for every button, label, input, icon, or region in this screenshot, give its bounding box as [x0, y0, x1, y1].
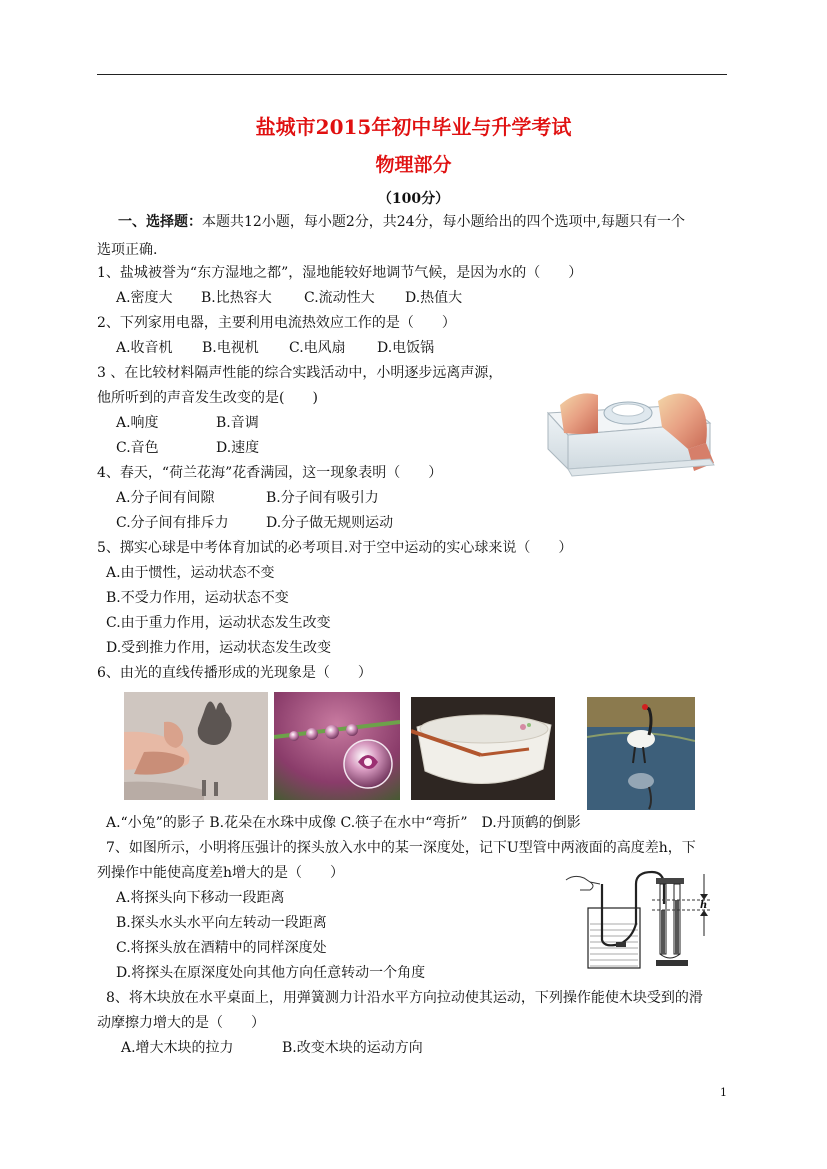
q6-options: A.“小兔”的影子 B.花朵在水珠中成像 C.筷子在水中“弯折” D.丹顶鹤的倒影 — [106, 815, 581, 831]
q3-sound-box-figure — [538, 383, 718, 478]
q5-option-a: A.由于惯性，运动状态不变 — [106, 565, 275, 581]
q1-option-c: C.流动性大 — [304, 290, 375, 306]
q6-photo-crane-reflection — [587, 697, 695, 810]
q8-option-b: B.改变木块的运动方向 — [282, 1040, 423, 1056]
q8-option-a: A.增大木块的拉力 — [121, 1040, 234, 1056]
q2-option-a: A.收音机 — [116, 340, 173, 356]
q4-option-a: A.分子间有间隙 — [116, 490, 215, 506]
q6-photo-flower-droplets — [274, 692, 400, 800]
q8-stem-line2: 动摩擦力增大的是（ ） — [97, 1015, 265, 1031]
q7-pressure-gauge-figure — [560, 864, 726, 974]
page-title: 盐城市2015年初中毕业与升学考试 — [255, 115, 572, 139]
q4-option-d: D.分子做无规则运动 — [266, 515, 394, 531]
q6-photo-chopstick-bowl — [411, 697, 555, 800]
q1-option-a: A.密度大 — [116, 290, 173, 306]
q7-stem-line1: 7、如图所示，小明将压强计的探头放入水中的某一深度处，记下U型管中两液面的高度差h，下 — [106, 840, 696, 856]
q1-option-d: D.热值大 — [405, 290, 463, 306]
q2-stem: 2、下列家用电器，主要利用电流热效应工作的是（ ） — [97, 315, 456, 331]
q7-option-b: B.探头水头水平向左转动一段距离 — [116, 915, 327, 931]
q7-option-a: A.将探头向下移动一段距离 — [116, 890, 285, 906]
q7-stem-line2: 列操作中能使高度差h增大的是（ ） — [97, 865, 345, 881]
q2-option-b: B.电视机 — [202, 340, 259, 356]
q3-stem-line2: 他所听到的声音发生改变的是( ) — [97, 390, 318, 406]
q2-option-d: D.电饭锅 — [377, 340, 435, 356]
h-label: h — [700, 900, 708, 911]
q5-option-c: C.由于重力作用，运动状态发生改变 — [106, 615, 331, 631]
page-number: 1 — [720, 1086, 727, 1099]
q3-option-c: C.音色 — [116, 440, 159, 456]
q4-option-c: C.分子间有排斥力 — [116, 515, 229, 531]
q6-stem: 6、由光的直线传播形成的光现象是（ ） — [97, 665, 372, 681]
page-subtitle: 物理部分 — [375, 154, 452, 176]
header-rule — [97, 74, 727, 75]
q2-option-c: C.电风扇 — [289, 340, 346, 356]
section-heading: 一、选择题： — [118, 214, 202, 230]
section-intro-line1 — [118, 212, 685, 232]
q8-stem-line1: 8、将木块放在水平桌面上，用弹簧测力计沿水平方向拉动使其运动，下列操作能使木块受到的滑 — [106, 990, 703, 1006]
q7-option-d: D.将探头在原深度处向其他方向任意转动一个角度 — [116, 965, 426, 981]
q3-option-a: A.响度 — [116, 415, 159, 431]
section-intro-line2: 选项正确. — [97, 242, 158, 258]
q5-option-d: D.受到推力作用，运动状态发生改变 — [106, 640, 332, 656]
q3-option-b: B.音调 — [216, 415, 259, 431]
q5-stem: 5、掷实心球是中考体育加试的必考项目.对于空中运动的实心球来说（ ） — [97, 540, 573, 556]
q3-option-d: D.速度 — [216, 440, 260, 456]
q6-photo-rabbit-shadow — [124, 692, 268, 800]
total-score: （100分） — [377, 191, 450, 207]
q5-option-b: B.不受力作用，运动状态不变 — [106, 590, 289, 606]
q1-stem: 1、盐城被誉为“东方湿地之都”，湿地能较好地调节气候，是因为水的（ ） — [97, 265, 583, 281]
q4-option-b: B.分子间有吸引力 — [266, 490, 379, 506]
q3-stem-line1: 3 、在比较材料隔声性能的综合实践活动中，小明逐步远离声源， — [97, 365, 503, 381]
q4-stem: 4、春天，“荷兰花海”花香满园，这一现象表明（ ） — [97, 465, 443, 481]
q1-option-b: B.比热容大 — [201, 290, 272, 306]
section-intro-text: 本题共12小题，每小题2分，共24分，每小题给出的四个选项中,每题只有一个 — [202, 214, 685, 230]
q7-option-c: C.将探头放在酒精中的同样深度处 — [116, 940, 327, 956]
